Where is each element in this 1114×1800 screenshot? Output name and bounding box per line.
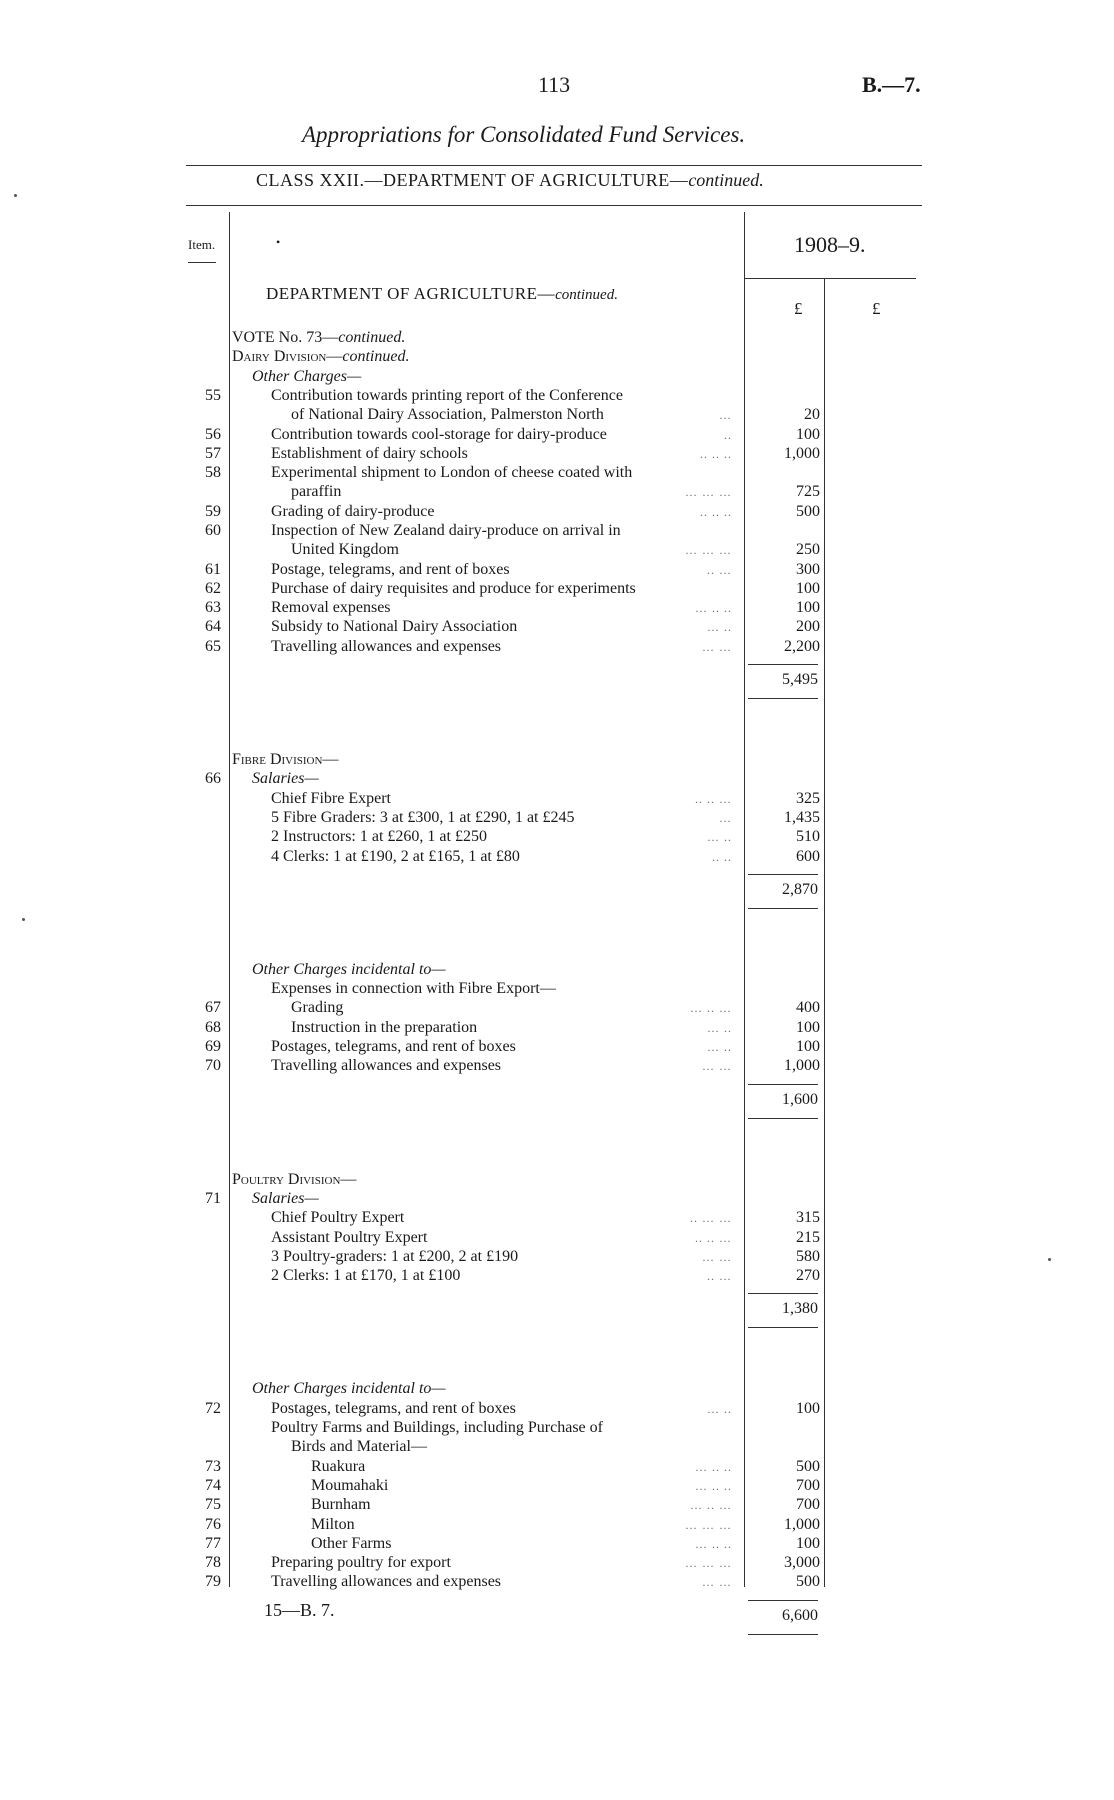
item-description [252,1189,319,1209]
subtotal-amount: 5,495 [782,671,818,688]
item-description [291,540,399,560]
table-row [0,1476,1114,1496]
item-description-text: 3 Poultry-graders: 1 at £200, 2 at £190 [271,1248,519,1265]
item-description [271,1553,451,1573]
item-number: 59 [205,503,221,520]
amount: 1,000 [784,445,820,462]
amount: 3,000 [784,1554,820,1571]
subtotal-amount: 1,380 [782,1300,818,1317]
amount: 315 [796,1209,820,1226]
item-description-text: 4 Clerks: 1 at £190, 2 at £165, 1 at £80 [271,848,520,865]
dot-leader: .. .. … [695,792,732,806]
item-description [271,847,520,867]
amount: 500 [796,1458,820,1475]
item-description-text: Fibre Division— [232,751,339,768]
item-description-text: Salaries— [252,1190,319,1207]
pound-column-header-2: £ [872,299,881,318]
dot-leader: … … [702,1059,732,1073]
table-row [0,808,1114,828]
subtotal-row [0,880,1114,900]
table-row [0,847,1114,867]
dot-leader: .. .. .. [700,505,732,519]
year-column-header: 1908–9. [794,232,866,257]
department-heading-suffix: continued. [555,287,618,303]
dot-leader: .. .. [712,850,732,864]
amount: 200 [796,618,820,635]
amount: 700 [796,1496,820,1513]
item-description [271,979,556,999]
table-row [0,425,1114,445]
item-description [271,579,636,599]
item-description [291,1437,427,1457]
dot-leader: … .. [707,1021,732,1035]
item-description-text: Moumahaki [311,1477,389,1494]
item-description-text: Chief Fibre Expert [271,790,391,807]
table-row [0,1399,1114,1419]
amount: 725 [796,483,820,500]
item-description-text: Grading [291,999,344,1016]
item-description [291,482,341,502]
table-row [0,789,1114,809]
dot-leader: … … … [685,1556,732,1570]
table-row [0,769,1114,789]
item-description-text: Contribution towards cool-storage for dairy-produce [271,426,607,443]
item-description [271,502,435,522]
class-title-suffix: continued. [688,170,764,190]
item-description-text: Ruakura [311,1458,366,1475]
amount: 600 [796,848,820,865]
item-description-text: Poultry Farms and Buildings, including Purchase of [271,1419,603,1436]
item-number: 56 [205,426,221,443]
amount: 700 [796,1477,820,1494]
table-row [0,521,1114,541]
department-heading-main: DEPARTMENT OF AGRICULTURE— [266,284,556,303]
item-description [271,789,391,809]
item-description-text: Other Charges— [252,368,362,385]
table-row [0,386,1114,406]
document-reference: B.—7. [862,72,921,97]
item-description [271,827,487,847]
table-row [0,998,1114,1018]
rule-below-year [744,278,916,279]
table-row [0,1437,1114,1457]
subtotal-amount: 6,600 [782,1607,818,1624]
item-description [271,1247,518,1267]
table-row [0,1170,1114,1190]
item-description [271,444,468,464]
item-description-text: Preparing poultry for export [271,1554,451,1571]
amount: 1,435 [784,809,820,826]
item-description-text: Removal expenses [271,599,391,616]
dot-leader: .. .. … [695,1231,732,1245]
subtotal-amount: 1,600 [782,1091,818,1108]
table-row [0,1418,1114,1438]
table-row [0,463,1114,483]
item-description [291,998,343,1018]
amount: 100 [796,1019,820,1036]
item-description-text: Postages, telegrams, and rent of boxes [271,1400,516,1417]
subtotal-row [0,1606,1114,1626]
dot-leader: … .. [707,620,732,634]
item-number: 73 [205,1458,221,1475]
item-description [271,463,632,483]
table-row [0,1495,1114,1515]
table-row [0,1228,1114,1248]
amount: 270 [796,1267,820,1284]
dot-leader: … .. … [690,1498,732,1512]
table-row [0,1189,1114,1209]
item-number: 66 [205,770,221,787]
subtotal-rule-top [748,1293,818,1294]
item-number: 61 [205,561,221,578]
dot-leader: … … [702,1575,732,1589]
item-description-text: Other Charges incidental to— [252,961,446,978]
item-number: 67 [205,999,221,1016]
dot-leader: … .. .. [695,1479,732,1493]
item-description [232,328,405,348]
item-description [311,1515,355,1535]
dot-leader: … … [702,1250,732,1264]
item-description [271,598,391,618]
table-row [0,1037,1114,1057]
table-row [0,444,1114,464]
subtotal-rule-bottom [748,1634,818,1635]
subtotal-row [0,670,1114,690]
table-row [0,560,1114,580]
item-description-text: Other Farms [311,1535,392,1552]
item-description-text: Instruction in the preparation [291,1019,478,1036]
dot-leader: … … … [685,543,732,557]
item-description [271,1037,516,1057]
item-number: 65 [205,638,221,655]
item-description-text: Dairy Division— [232,348,343,365]
subtotal-row [0,1299,1114,1319]
amount: 100 [796,1400,820,1417]
class-title-main: CLASS XXII.—DEPARTMENT OF AGRICULTURE— [256,170,689,190]
item-description [252,769,319,789]
item-number: 63 [205,599,221,616]
dot-leader: … .. [707,1402,732,1416]
amount: 510 [796,828,820,845]
department-heading [266,284,618,304]
table-row [0,1266,1114,1286]
amount: 250 [796,541,820,558]
item-description-text: Travelling allowances and expenses [271,1057,502,1074]
item-number: 76 [205,1516,221,1533]
item-description [271,1208,404,1228]
dot-leader: … .. … [690,1001,732,1015]
table-row [0,1515,1114,1535]
dot-leader: … .. .. [695,601,732,615]
item-description-text: United Kingdom [291,541,399,558]
item-number: 64 [205,618,221,635]
dot-leader: .. … [707,563,732,577]
table-row [0,1553,1114,1573]
dot-leader: … … … [685,485,732,499]
table-row [0,1534,1114,1554]
item-description-emphasis: continued. [342,348,410,365]
amount: 100 [796,1038,820,1055]
item-description-text: Postage, telegrams, and rent of boxes [271,561,510,578]
item-description [271,1228,427,1248]
pound-column-header-1: £ [794,299,803,318]
item-description [252,367,361,387]
item-number: 69 [205,1038,221,1055]
item-description [252,1379,446,1399]
item-description [232,347,409,367]
table-row [0,367,1114,387]
item-description-text: Salaries— [252,770,319,787]
item-description [271,1266,460,1286]
item-number: 78 [205,1554,221,1571]
amount: 1,000 [784,1516,820,1533]
scan-speck [1048,1258,1051,1261]
item-description-text: Contribution towards printing report of the Conference [271,387,623,404]
item-description-text: Travelling allowances and expenses [271,1573,502,1590]
dot-leader: … .. .. [695,1460,732,1474]
item-number: 72 [205,1400,221,1417]
item-number: 71 [205,1190,221,1207]
table-row [0,1379,1114,1399]
table-row [0,1457,1114,1477]
item-description-text: Purchase of dairy requisites and produce for experiments [271,580,636,597]
item-description [271,521,621,541]
table-row [0,617,1114,637]
amount: 400 [796,999,820,1016]
subtotal-row [0,1090,1114,1110]
table-row [0,827,1114,847]
scan-speck [22,918,25,921]
table-row [0,540,1114,560]
item-description [311,1476,388,1496]
item-column-header: Item. [188,237,216,252]
item-number: 57 [205,445,221,462]
item-description [311,1495,371,1515]
dot-leader: … … … [685,1518,732,1532]
subtotal-rule-bottom [748,698,818,699]
item-number: 55 [205,387,221,404]
table-row [0,1018,1114,1038]
item-description-text: Inspection of New Zealand dairy-produce on arrival in [271,522,621,539]
item-description-text: Assistant Poultry Expert [271,1229,428,1246]
item-description-text: Expenses in connection with Fibre Export— [271,980,556,997]
page-subtitle: Appropriations for Consolidated Fund Services. [302,122,746,147]
table-row [0,637,1114,657]
amount: 2,200 [784,638,820,655]
item-description [291,405,604,425]
subtotal-rule-top [748,1084,818,1085]
table-row [0,979,1114,999]
item-description [232,1170,356,1190]
item-description-text: Birds and Material— [291,1438,427,1455]
item-number: 74 [205,1477,221,1494]
item-description-text: 2 Instructors: 1 at £260, 1 at £250 [271,828,487,845]
item-description [311,1457,365,1477]
dot-leader: .. .. .. [700,447,732,461]
signature-footer: 15—B. 7. [264,1600,335,1620]
item-number: 60 [205,522,221,539]
item-description [311,1534,391,1554]
item-description-text: Experimental shipment to London of cheese coated with [271,464,633,481]
amount: 500 [796,503,820,520]
table-row [0,405,1114,425]
item-description-text: Postages, telegrams, and rent of boxes [271,1038,516,1055]
subtotal-rule-bottom [748,1118,818,1119]
item-description [271,617,517,637]
item-number: 75 [205,1496,221,1513]
amount: 100 [796,580,820,597]
item-description-text: Milton [311,1516,355,1533]
rule-below-class [186,205,922,206]
table-row [0,328,1114,348]
page-number: 113 [538,72,571,97]
item-description [271,1572,501,1592]
amount: 1,000 [784,1057,820,1074]
scan-speck [14,194,17,197]
item-description-text: paraffin [291,483,342,500]
amount: 20 [804,406,820,423]
item-description [232,750,338,770]
item-description-text: Chief Poultry Expert [271,1209,405,1226]
item-description [252,960,446,980]
amount: 100 [796,599,820,616]
table-row [0,1247,1114,1267]
item-description [271,808,575,828]
dot-leader: … .. [707,1040,732,1054]
item-description-text: Travelling allowances and expenses [271,638,502,655]
table-row [0,579,1114,599]
dot-leader: … … [702,640,732,654]
item-description [271,425,607,445]
table-row [0,347,1114,367]
item-description [271,386,623,406]
item-description-text: 2 Clerks: 1 at £170, 1 at £100 [271,1267,461,1284]
dot-leader: .. … [707,1269,732,1283]
item-description [271,637,501,657]
dot-leader: … .. .. [695,1537,732,1551]
item-description-text: Burnham [311,1496,371,1513]
item-description-text: Establishment of dairy schools [271,445,468,462]
item-description-text: Grading of dairy-produce [271,503,435,520]
item-description-text: of National Dairy Association, Palmerston North [291,406,604,423]
item-number: 68 [205,1019,221,1036]
subtotal-amount: 2,870 [782,881,818,898]
amount: 325 [796,790,820,807]
item-description [271,1056,501,1076]
table-row [0,960,1114,980]
table-row [0,502,1114,522]
subtotal-rule-bottom [748,1327,818,1328]
table-row [0,1208,1114,1228]
item-description-text: VOTE No. 73— [232,329,339,346]
dot-leader: .. … … [690,1211,732,1225]
subtotal-rule-bottom [748,908,818,909]
item-description [291,1018,477,1038]
amount: 215 [796,1229,820,1246]
table-row [0,750,1114,770]
rule-top [186,165,922,166]
item-description-text: 5 Fibre Graders: 3 at £300, 1 at £290, 1 at £245 [271,809,575,826]
amount: 500 [796,1573,820,1590]
item-description-text: Poultry Division— [232,1171,357,1188]
item-description [271,1418,603,1438]
item-number: 58 [205,464,221,481]
table-row [0,1056,1114,1076]
dot-leader: … .. [707,830,732,844]
dot-leader: … [719,408,732,422]
item-number: 62 [205,580,221,597]
item-number: 79 [205,1573,221,1590]
item-description [271,1399,516,1419]
dot-leader: … [719,811,732,825]
bullet-mark: • [276,235,281,249]
item-description-text: Other Charges incidental to— [252,1380,446,1397]
subtotal-rule-top [748,874,818,875]
item-description [271,560,510,580]
item-description-text: Subsidy to National Dairy Association [271,618,518,635]
amount: 580 [796,1248,820,1265]
amount: 100 [796,1535,820,1552]
item-description-emphasis: continued. [338,329,406,346]
amount: 300 [796,561,820,578]
table-row [0,482,1114,502]
table-row [0,1572,1114,1592]
item-number: 70 [205,1057,221,1074]
subtotal-rule-top [748,664,818,665]
dot-leader: .. [724,428,732,442]
class-title [256,170,764,191]
item-number: 77 [205,1535,221,1552]
item-header-underline [188,262,216,263]
amount: 100 [796,426,820,443]
table-row [0,598,1114,618]
subtotal-rule-top [748,1600,818,1601]
